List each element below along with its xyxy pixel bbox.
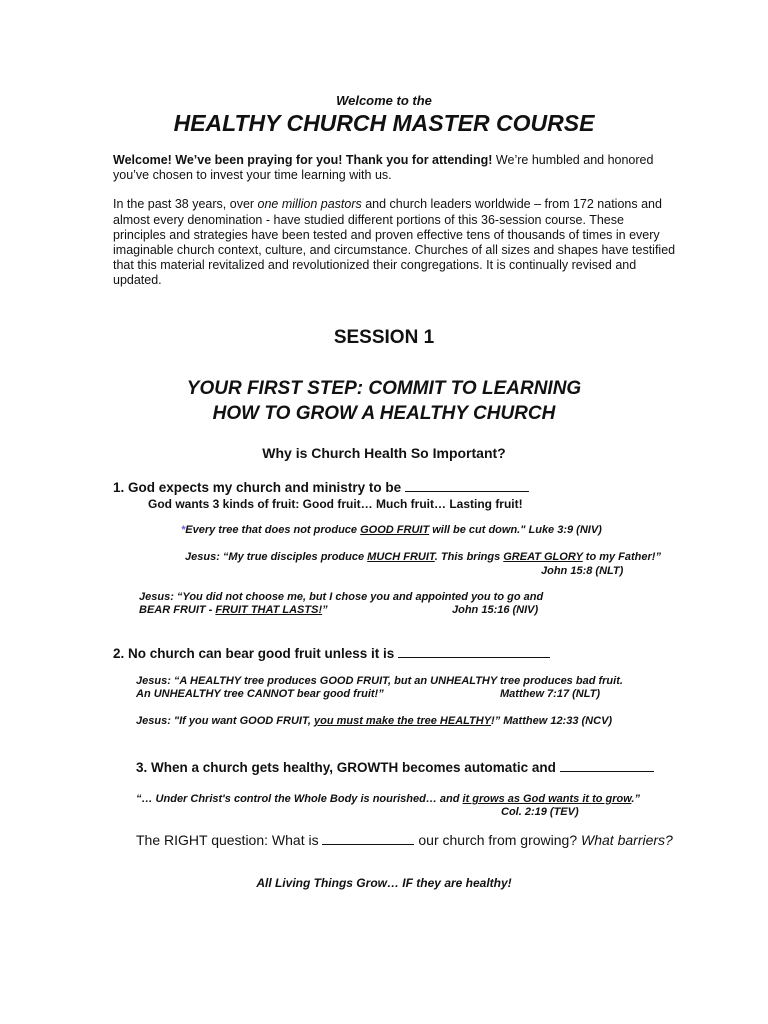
course-title: HEALTHY CHURCH MASTER COURSE — [173, 110, 595, 136]
ref-matthew-7-17: Matthew 7:17 (NLT) — [500, 688, 601, 700]
intro-p2-line-6: updated. — [113, 273, 162, 287]
welcome-line: Welcome to the — [336, 93, 432, 108]
closing-statement: All Living Things Grow… IF they are healthy! — [256, 876, 512, 890]
right-question: The RIGHT question: What is our church from growing? What barriers? — [136, 832, 673, 848]
quote-col-2-19: “… Under Christ's control the Whole Body is nourished… and it grows as God wants it to grow.” — [136, 793, 640, 805]
fill-blank-4[interactable] — [322, 843, 414, 845]
fill-blank-2[interactable] — [398, 656, 550, 658]
session-heading-line-1: YOUR FIRST STEP: COMMIT TO LEARNING — [186, 378, 582, 399]
fill-blank-1[interactable] — [405, 490, 529, 492]
quote-john-15-8: Jesus: “My true disciples produce MUCH FRUIT. This brings GREAT GLORY to my Father!” — [185, 551, 661, 563]
ref-john-15-8: John 15:8 (NLT) — [541, 565, 624, 577]
intro-line-2: you’ve chosen to invest your time learning with us. — [113, 168, 392, 182]
ref-john-15-16: John 15:16 (NIV) — [452, 604, 539, 616]
session-label: SESSION 1 — [333, 327, 435, 348]
quote-john-15-16-line-2: BEAR FRUIT - FRUIT THAT LASTS!” — [139, 604, 328, 616]
quote-matthew-12-33: Jesus: "If you want GOOD FRUIT, you must make the tree HEALTHY!” Matthew 12:33 (NCV) — [136, 715, 613, 727]
intro-p2-line-2: almost every denomination - have studied different portions of this 36-session course. These — [113, 213, 624, 227]
intro-p2-line-5: that this material revitalized and revolutionized their congregations. It is continually revised and — [113, 258, 637, 272]
intro-p2-line-3: principles and strategies have been tested and proven effective tens of thousands of times in every — [113, 228, 660, 242]
point-3: 3. When a church gets healthy, GROWTH becomes automatic and — [136, 760, 654, 775]
session-question: Why is Church Health So Important? — [262, 445, 506, 461]
point-1: 1. God expects my church and ministry to be — [113, 480, 529, 495]
intro-p2-line-1: In the past 38 years, over one million pastors and church leaders worldwide – from 172 nations and — [113, 197, 662, 211]
quote-matthew-7-17-line-2: An UNHEALTHY tree CANNOT bear good fruit!” — [136, 688, 384, 700]
point-1-sub: God wants 3 kinds of fruit: Good fruit… Much fruit… Lasting fruit! — [148, 497, 523, 511]
quote-matthew-7-17-line-1: Jesus: “A HEALTHY tree produces GOOD FRUIT, but an UNHEALTHY tree produces bad fruit. — [136, 675, 623, 687]
intro-line-1: Welcome! We’ve been praying for you! Thank you for attending! We’re humbled and honored — [113, 153, 654, 167]
intro-p2-line-4: imaginable church context, culture, and circumstance. Churches of all sizes and shapes have testified — [113, 243, 676, 257]
ref-col-2-19: Col. 2:19 (TEV) — [501, 806, 579, 818]
quote-luke-3-9: *Every tree that does not produce GOOD FRUIT will be cut down." Luke 3:9 (NIV) — [181, 524, 602, 536]
point-2: 2. No church can bear good fruit unless it is — [113, 646, 550, 661]
session-heading-line-2: HOW TO GROW A HEALTHY CHURCH — [212, 403, 556, 424]
fill-blank-3[interactable] — [560, 770, 654, 772]
quote-john-15-16-line-1: Jesus: “You did not choose me, but I chose you and appointed you to go and — [139, 591, 544, 603]
